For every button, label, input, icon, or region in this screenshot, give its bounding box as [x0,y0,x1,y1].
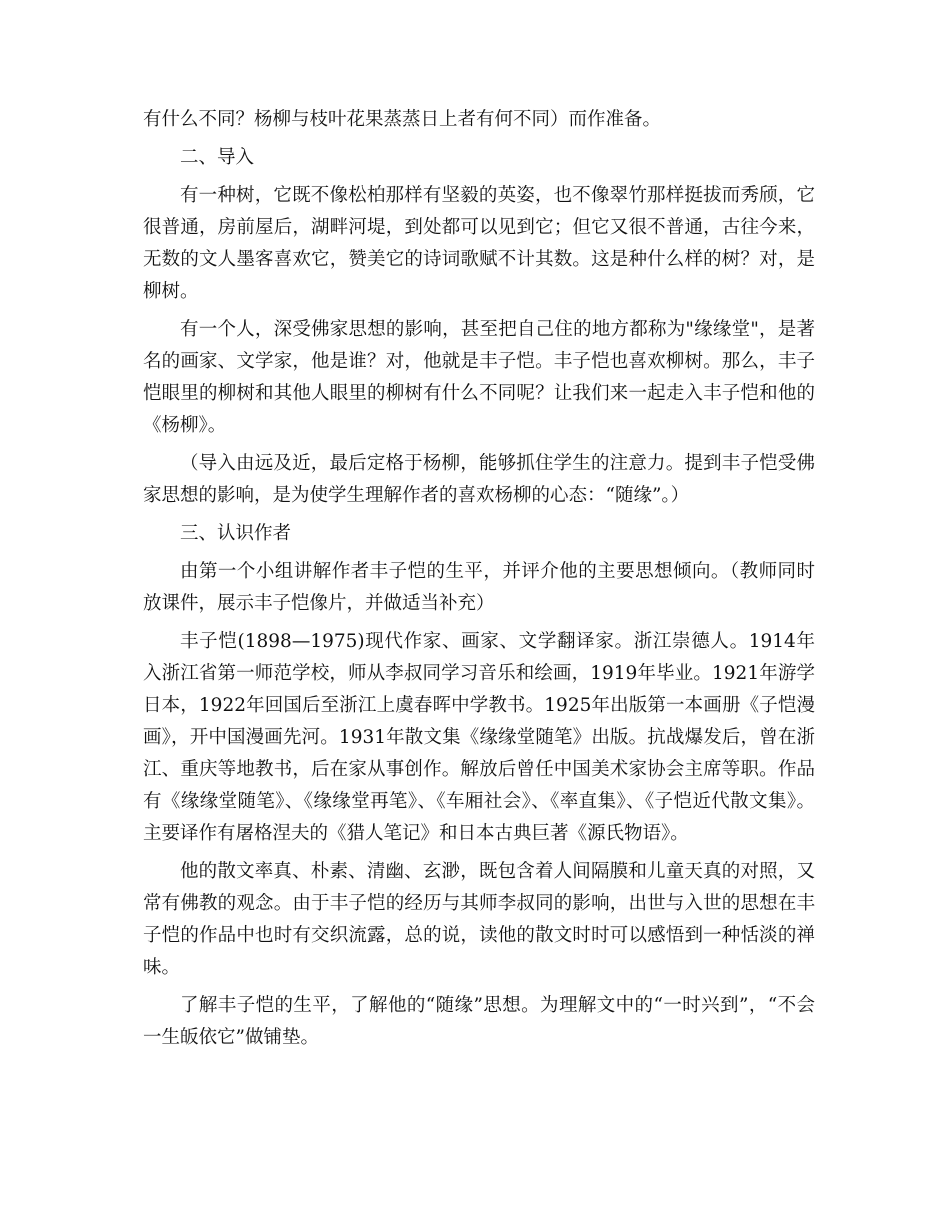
body-paragraph: 他的散文率真、朴素、清幽、玄渺，既包含着人间隔膜和儿童天真的对照，又常有佛教的观念。由于丰子恺的经历与其师李叔同的影响，出世与入世的思想在丰子恺的作品中也时有交织流露，总的说，读他的散文时时可以感悟到一种恬淡的禅味。 [143,861,815,978]
section-heading-author: 三、认识作者 [180,523,292,544]
body-paragraph-note: （导入由远及近，最后定格于杨柳，能够抓住学生的注意力。提到丰子恺受佛家思想的影响，是为使学生理解作者的喜欢杨柳的心态：“随缘”。） [143,453,815,506]
body-paragraph: 了解丰子恺的生平，了解他的“随缘”思想。为理解文中的“一时兴到”，“不会一生皈依它”做铺垫。 [143,995,815,1048]
body-paragraph-biography: 丰子恺(1898—1975)现代作家、画家、文学翻译家。浙江崇德人。1914年入浙江省第一师范学校，师从李叔同学习音乐和绘画，1919年毕业。1921年游学日本，1922年回国后至浙江上虞春晖中学教书。1925年出版第一本画册《子恺漫画》，开中国漫画先河。1931年散文集《缘缘堂随笔》出版。抗战爆发后，曾在浙江、重庆等地教书，后在家从事创作。解放后曾任中国美术家协会主席等职。作品有《缘缘堂随笔》、《缘缘堂再笔》、《车厢社会》、《率直集》、《子恺近代散文集》。主要译作有屠格涅夫的《猎人笔记》和日本古典巨著《源氏物语》。 [143,631,815,844]
section-heading-intro: 二、导入 [180,147,255,168]
body-paragraph: 有一个人，深受佛家思想的影响，甚至把自己住的地方都称为"缘缘堂"，是著名的画家、文学家，他是谁？对，他就是丰子恺。丰子恺也喜欢柳树。那么，丰子恺眼里的柳树和其他人眼里的柳树有什么不同呢？让我们来一起走入丰子恺和他的《杨柳》。 [143,319,815,436]
continuation-paragraph: 有什么不同？杨柳与枝叶花果蒸蒸日上者有何不同）而作准备。 [143,109,662,130]
body-paragraph: 有一种树，它既不像松柏那样有坚毅的英姿，也不像翠竹那样挺拔而秀颀，它很普通，房前屋后，湖畔河堤，到处都可以见到它；但它又很不普通，古往今来，无数的文人墨客喜欢它，赞美它的诗词歌赋不计其数。这是种什么样的树？对，是柳树。 [143,185,815,302]
document-page [143,104,815,1054]
body-paragraph: 由第一个小组讲解作者丰子恺的生平，并评介他的主要思想倾向。（教师同时放课件，展示丰子恺像片，并做适当补充） [143,561,815,614]
